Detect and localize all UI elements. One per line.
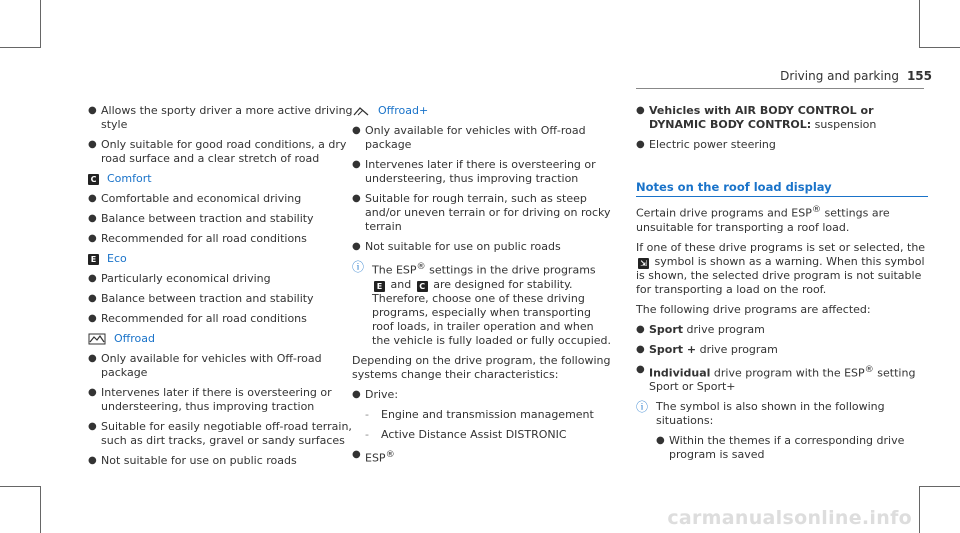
- info-note: ⓘ The symbol is also shown in the following situations: ● Within the themes if a corresponding drive program is saved: [636, 400, 928, 468]
- list-item: ● Not suitable for use on public roads: [352, 240, 561, 253]
- comfort-icon: C: [417, 281, 428, 292]
- comfort-icon: C: [88, 174, 99, 185]
- crop-mark: [40, 0, 41, 48]
- list-item: ● Electric power steering: [636, 138, 776, 151]
- watermark: carmanualsonline.info: [667, 507, 912, 529]
- mode-heading-offroad-plus: Offroad+: [352, 104, 614, 118]
- crop-mark: [919, 486, 920, 533]
- crop-mark: [40, 486, 41, 533]
- list-item: ● Comfortable and economical driving: [88, 192, 302, 205]
- sub-list-item: - Engine and transmission management: [365, 407, 594, 421]
- list-item: ● Drive:: [352, 387, 399, 401]
- mode-heading-comfort: C Comfort: [88, 172, 353, 186]
- list-item: ● Balance between traction and stability: [88, 292, 314, 305]
- list-item: ● Within the themes if a corresponding drive program is saved: [656, 434, 905, 462]
- crop-mark: [0, 486, 41, 487]
- list-item: ● Recommended for all road conditions: [88, 232, 307, 245]
- mode-heading-eco: E Eco: [88, 252, 353, 266]
- list-item: ● Not suitable for use on public roads: [88, 454, 297, 467]
- info-note: ⓘ The ESP® settings in the drive programs E and C are designed for stability. Therefore, choose one of these driving programs, especially when transporting roof loads, in trailer operation and when the vehicle is fully loaded or fully occupied.: [352, 260, 612, 347]
- section-title: Notes on the roof load display: [636, 180, 928, 197]
- list-item: ● Only available for vehicles with Off-road package: [88, 352, 322, 379]
- mode-heading-offroad: Offroad: [88, 332, 353, 346]
- list-item: ● Balance between traction and stability: [88, 212, 314, 225]
- paragraph: The following drive programs are affected:: [636, 302, 871, 316]
- list-item: ● Sport drive program: [636, 322, 765, 336]
- paragraph: Depending on the drive program, the following systems change their characteristics:: [352, 353, 611, 381]
- eco-icon: E: [374, 281, 385, 292]
- eco-icon: E: [88, 254, 99, 265]
- offroad-icon: [88, 333, 106, 345]
- list-item: ● Only suitable for good road conditions, a dry road surface and a clear stretch of road: [88, 138, 347, 165]
- offroad-plus-icon: [352, 105, 370, 117]
- info-icon: ⓘ: [636, 400, 649, 415]
- list-item: ● Particularly economical driving: [88, 272, 271, 285]
- crop-mark: [919, 0, 920, 48]
- page-header: [780, 69, 932, 83]
- list-item: ● Suitable for easily negotiable off-road terrain, such as dirt tracks, gravel or sandy surfaces: [88, 420, 352, 447]
- header-title: Driving and parking: [780, 69, 899, 83]
- list-item: ● Allows the sporty driver a more active driving style: [88, 104, 353, 131]
- page-number: 155: [906, 69, 932, 83]
- list-item: ● Individual drive program with the ESP® setting Sport or Sport+: [636, 363, 916, 394]
- crop-mark: [0, 47, 41, 48]
- list-item: ● Suitable for rough terrain, such as steep and/or uneven terrain or for driving on rocky terrain: [352, 192, 611, 233]
- column-2: [352, 104, 614, 471]
- roof-load-icon: ⇲: [638, 258, 649, 269]
- list-item: ● Only available for vehicles with Off-road package: [352, 124, 586, 151]
- list-item: ● Sport + drive program: [636, 342, 778, 356]
- list-item: ● Intervenes later if there is oversteering or understeering, thus improving traction: [352, 158, 596, 185]
- column-3: [636, 104, 928, 474]
- sub-list-item: - Active Distance Assist DISTRONIC: [365, 427, 567, 441]
- list-item: ● Recommended for all road conditions: [88, 312, 307, 325]
- crop-mark: [919, 47, 960, 48]
- crop-mark: [919, 486, 960, 487]
- header-rule: [636, 88, 924, 89]
- column-1: [88, 104, 353, 474]
- list-item: ● Vehicles with AIR BODY CONTROL or DYNAMIC BODY CONTROL: suspension: [636, 104, 877, 131]
- list-item: ● ESP®: [352, 448, 395, 465]
- list-item: ● Intervenes later if there is oversteering or understeering, thus improving traction: [88, 386, 332, 413]
- paragraph: If one of these drive programs is set or selected, the ⇲ symbol is shown as a warning. When this symbol is shown, the selected drive program is not suitable for transporting a load on the roof.: [636, 240, 926, 296]
- info-icon: ⓘ: [352, 260, 365, 274]
- paragraph: Certain drive programs and ESP® settings are unsuitable for transporting a roof load.: [636, 204, 890, 234]
